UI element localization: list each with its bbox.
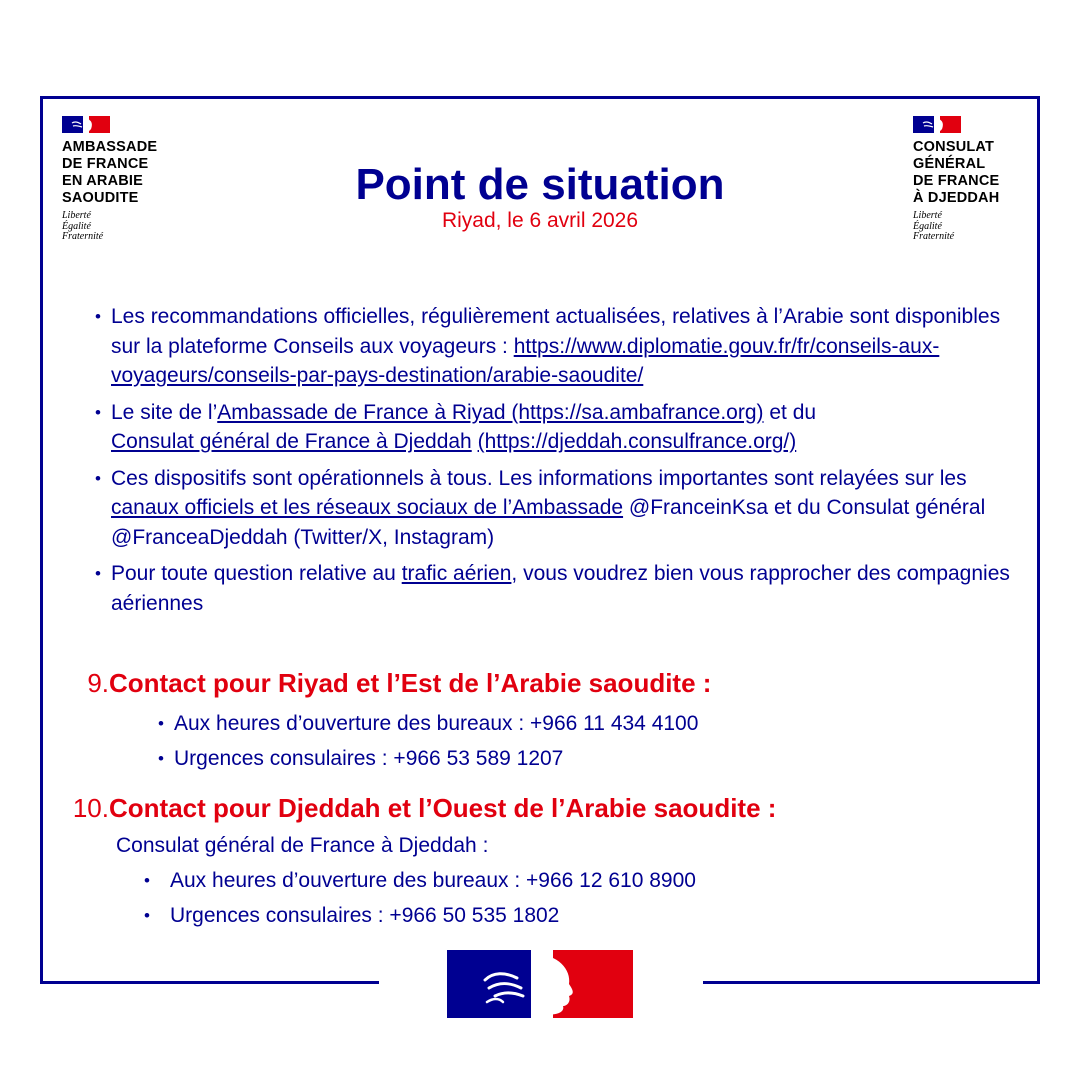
section-number: 10. <box>72 793 109 823</box>
embassy-name-line: AMBASSADE <box>62 139 158 155</box>
page-title: Point de situation <box>355 160 725 209</box>
motto-line: Égalité <box>62 220 91 232</box>
travel-advice-link[interactable]: https://www.diplomatie.gouv.fr/fr/conseils-aux-voyageurs/conseils-par-pays-destination/arabie-saoudite/ <box>111 334 940 387</box>
marianne-logo-icon <box>447 950 633 1018</box>
list-item <box>90 559 1010 618</box>
list-item: • Aux heures d’ouverture des bureaux : +966 12 610 8900 <box>142 863 696 898</box>
date-line: Riyad, le 6 avril 2026 <box>441 209 639 232</box>
motto-line: Égalité <box>913 220 942 232</box>
consulate-name-link[interactable]: Consulat général de France à Djeddah <box>111 430 472 453</box>
bullet-text: @FranceinKsa et du Consulat général @FranceaDjeddah (Twitter/X, Instagram) <box>111 496 986 549</box>
info-bullet-list <box>90 302 1010 625</box>
bullet-text: Ces dispositifs sont opérationnels à tous. Les informations importantes sont relayées sur les <box>111 466 967 490</box>
list-item <box>90 464 1010 553</box>
consulate-website-link[interactable]: (https://djeddah.consulfrance.org/) <box>477 430 797 453</box>
air-traffic-link[interactable]: trafic aérien <box>401 562 512 585</box>
motto-line: Fraternité <box>62 231 104 242</box>
frame-bottom-border-right <box>703 981 1040 984</box>
social-channels-link[interactable]: canaux officiels et les réseaux sociaux de l’Ambassade <box>111 496 624 519</box>
motto-line: Liberté <box>913 210 942 221</box>
embassy-name-line: EN ARABIE <box>62 173 144 189</box>
section-10-heading <box>66 793 776 824</box>
embassy-website-link[interactable]: Ambassade de France à Riyad (https://sa.ambafrance.org) <box>217 400 764 424</box>
embassy-name-line: SAOUDITE <box>62 190 139 206</box>
embassy-name-line: DE FRANCE <box>62 156 149 172</box>
list-item: • Aux heures d’ouverture des bureaux : +966 11 434 4100 <box>158 706 698 741</box>
bullet-text: , vous voudrez bien vous rapprocher des compagnies aériennes <box>111 562 1010 615</box>
section-title: Contact pour Riyad et l’Est de l’Arabie saoudite : <box>109 668 712 698</box>
motto-line: Fraternité <box>913 231 955 242</box>
consulate-name-line: DE FRANCE <box>913 173 1000 189</box>
bullet-text: Le site de l’ <box>111 400 218 424</box>
consulate-name-line: GÉNÉRAL <box>913 156 986 172</box>
section-9-heading <box>80 668 711 699</box>
bullet-text: Les recommandations officielles, régulièrement actualisées, relatives à l’Arabie sont disponibles sur la plateforme Conseils aux voyageurs : <box>111 305 1001 358</box>
consulate-name-line: CONSULAT <box>913 139 995 155</box>
list-item <box>90 302 1010 391</box>
marianne-flag-icon <box>62 116 110 133</box>
motto-line: Liberté <box>62 210 91 221</box>
jeddah-contact-list <box>142 863 696 933</box>
section-number: 9. <box>87 668 109 698</box>
list-item: • Urgences consulaires : +966 50 535 1802 <box>142 898 696 933</box>
consulate-intro: Consulat général de France à Djeddah : <box>116 834 489 857</box>
list-item <box>90 398 1010 457</box>
list-item: • Urgences consulaires : +966 53 589 1207 <box>158 741 698 776</box>
bullet-text: et du <box>763 400 817 424</box>
bullet-text: Pour toute question relative au <box>111 562 402 585</box>
consulate-name-line: À DJEDDAH <box>913 190 1000 206</box>
frame-bottom-border-left <box>40 981 379 984</box>
section-title: Contact pour Djeddah et l’Ouest de l’Arabie saoudite : <box>109 793 777 823</box>
riyadh-contact-list <box>158 706 698 776</box>
marianne-flag-icon <box>913 116 961 133</box>
